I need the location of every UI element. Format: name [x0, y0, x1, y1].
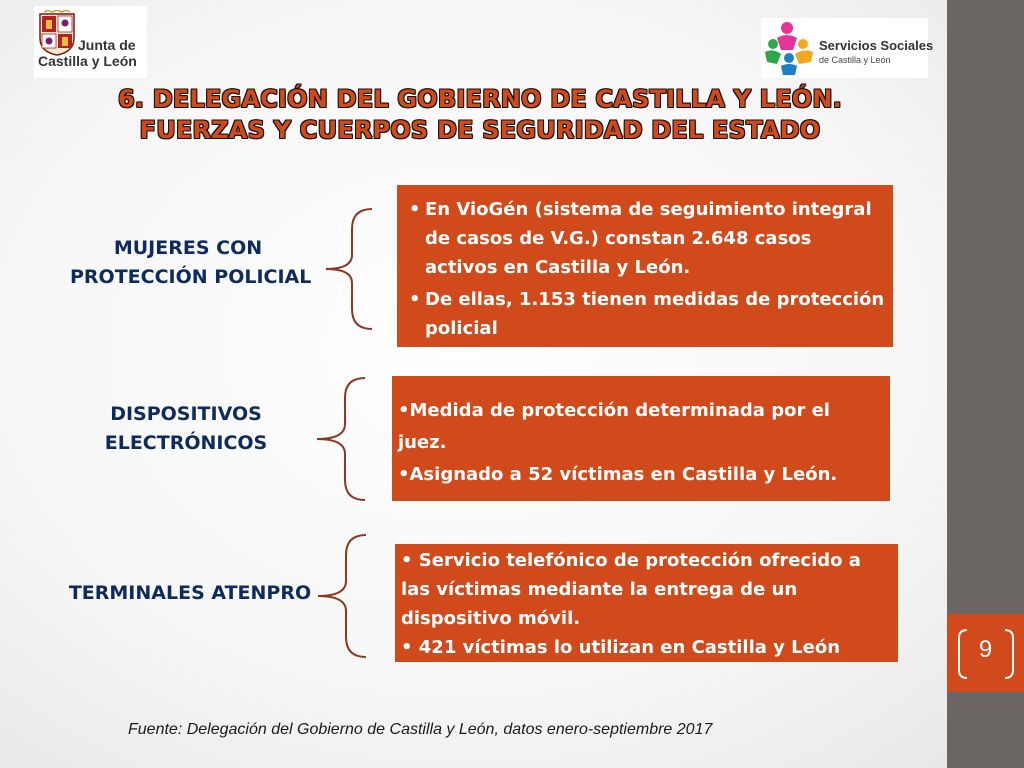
page-number: 9: [978, 636, 993, 663]
info-box-atenpro: [395, 544, 898, 662]
slide-title: [100, 84, 860, 146]
row-label-line: ELECTRÓNICOS: [104, 432, 268, 454]
info-bullet: •Asignado a 52 víctimas en Castilla y León.: [398, 464, 838, 485]
curly-brace-icon: [316, 533, 368, 659]
source-footnote: Fuente: Delegación del Gobierno de Castilla y León, datos enero-septiembre 2017: [128, 721, 713, 738]
curly-brace-icon: [324, 207, 374, 331]
people-figures-icon: [763, 20, 819, 76]
coat-of-arms-icon: [38, 10, 76, 56]
curly-brace-icon: [315, 376, 367, 502]
junta-logo: [34, 6, 147, 78]
info-box-dispositivos: [392, 376, 890, 501]
row-label-line: MUJERES CON: [113, 237, 263, 259]
junta-logo-line2: Castilla y León: [38, 53, 137, 69]
row-label-mujeres: [70, 234, 312, 292]
row-label-line: DISPOSITIVOS: [110, 403, 262, 425]
slide-title-line2: FUERZAS Y CUERPOS DE SEGURIDAD DEL ESTADO: [139, 116, 821, 144]
junta-logo-text: [38, 37, 146, 69]
info-box-viogen: [397, 185, 893, 347]
info-bullet: •Medida de protección determinada por el juez.: [398, 400, 830, 453]
info-bullet: • 421 víctimas lo utilizan en Castilla y León: [401, 637, 841, 658]
info-bullet: • Servicio telefónico de protección ofrecido a las víctimas mediante la entrega de un dispositivo móvil.: [401, 550, 861, 629]
slide-title-line1: 6. DELEGACIÓN DEL GOBIERNO DE CASTILLA Y LEÓN.: [117, 85, 843, 113]
servicios-sociales-subtitle: de Castilla y León: [819, 55, 891, 65]
junta-logo-line1: Junta de: [78, 37, 136, 53]
row-label-atenpro: TERMINALES ATENPRO: [68, 582, 312, 604]
servicios-sociales-title: Servicios Sociales: [819, 38, 934, 53]
servicios-sociales-logo: [761, 18, 934, 78]
page-number-tab: [947, 614, 1024, 692]
info-bullet: • En VioGén (sistema de seguimiento integral de casos de V.G.) constan 2.648 casos activos en Castilla y León.: [403, 195, 885, 282]
info-bullet: • De ellas, 1.153 tienen medidas de protección policial: [403, 285, 885, 343]
row-label-dispositivos: [78, 400, 294, 458]
row-label-line: PROTECCIÓN POLICIAL: [70, 266, 312, 288]
